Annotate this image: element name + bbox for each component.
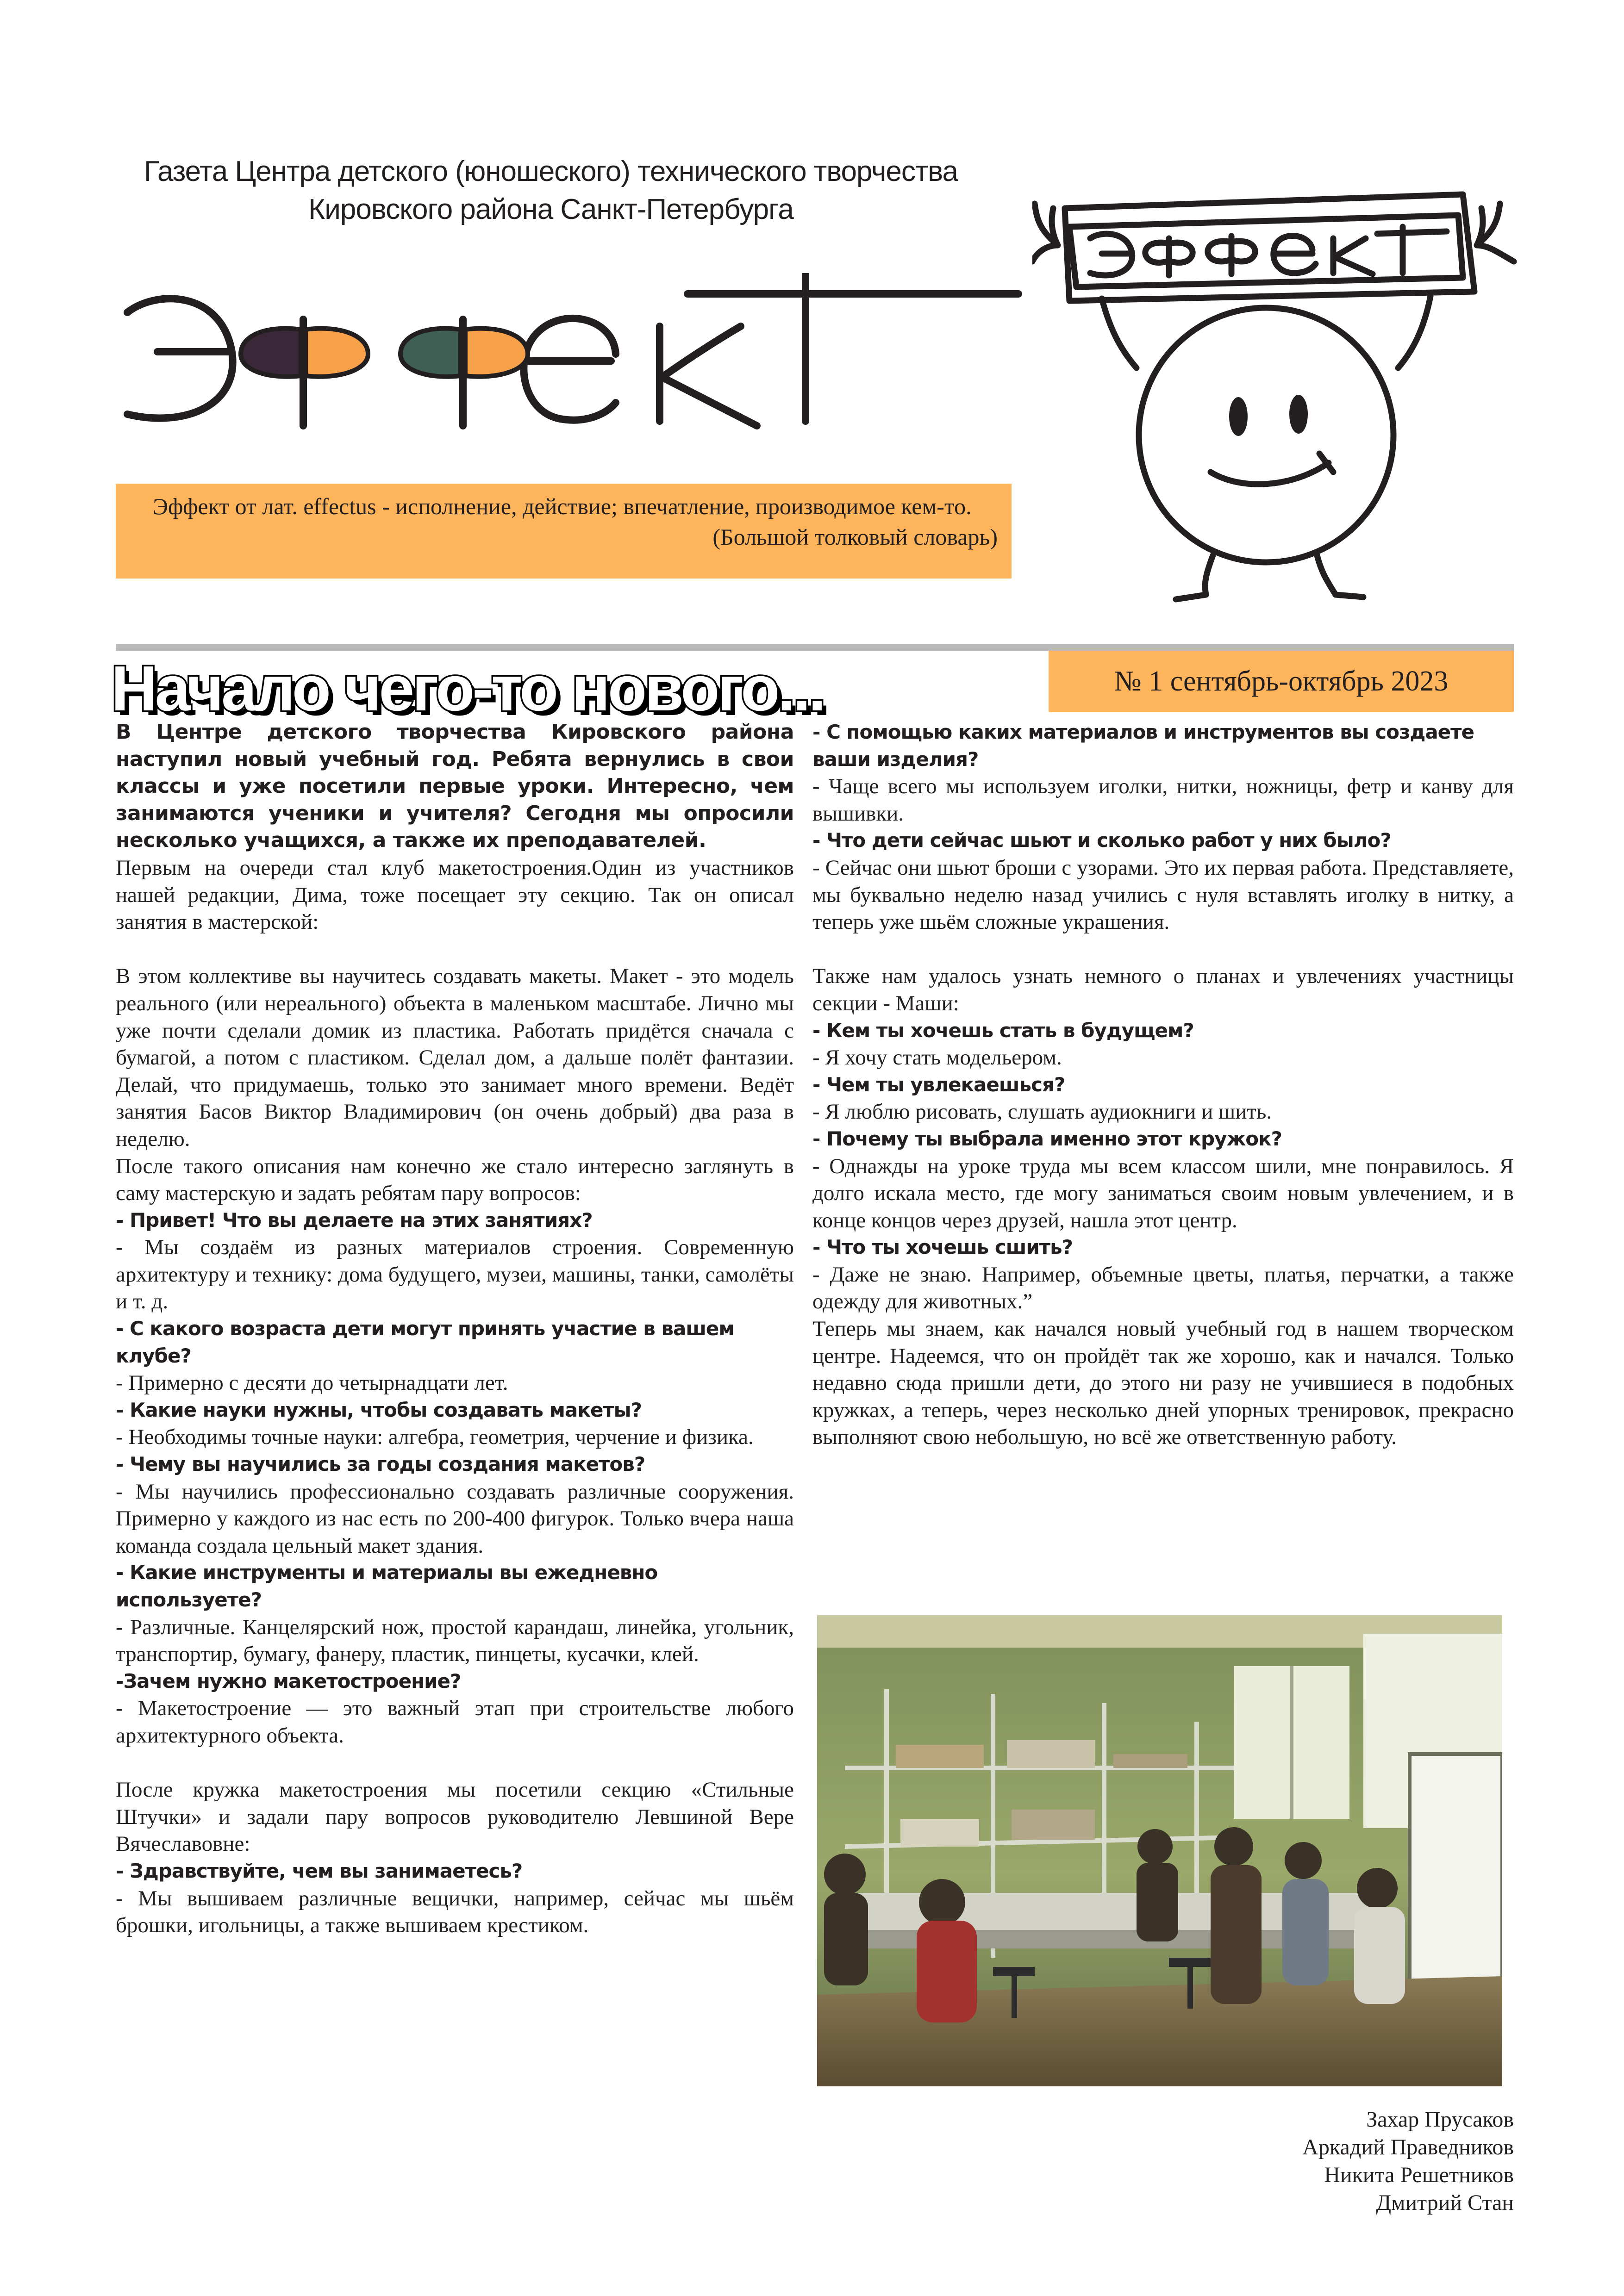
interview-question: -Зачем нужно макетостроение?	[116, 1669, 461, 1692]
effekt-logo	[116, 273, 1023, 477]
paragraph: Также нам удалось узнать немного о планах и увлечениях участницы секции - Маши:	[812, 964, 1514, 1015]
mascot-illustration	[1032, 176, 1518, 620]
author-name: Аркадий Праведников	[1302, 2135, 1514, 2159]
interview-question: - Привет! Что вы делаете на этих занятиях?	[116, 1208, 593, 1232]
subtitle-line-1: Газета Центра детского (юношеского) технического творчества	[144, 156, 958, 187]
interview-answer: - Чаще всего мы используем иголки, нитки, ножницы, фетр и канву для вышивки.	[812, 774, 1514, 826]
interview-question: - Что ты хочешь сшить?	[812, 1236, 1073, 1259]
interview-answer: - Макетостроение — это важный этап при строительстве любого архитектурного объекта.	[116, 1696, 794, 1748]
workshop-photo	[817, 1615, 1502, 2086]
paragraph: В этом коллективе вы научитесь создавать макеты. Макет - это модель реального (или нереального) объекта в маленьком масштабе. Лично мы уже почти сделали домик из пластика. Работать придётся сначала с бумагой, а потом с пластиком. Сделал дом, а дальше полёт фантазии. Делай, что придумаешь, только это занимает много времени. Ведёт занятия Басов Виктор Владимирович (он очень добрый) два раза в неделю.	[116, 964, 794, 1151]
interview-answer: - Я люблю рисовать, слушать аудиокниги и шить.	[812, 1100, 1272, 1124]
interview-question: - Какие науки нужны, чтобы создавать макеты?	[116, 1398, 642, 1421]
interview-question: - Кем ты хочешь стать в будущем?	[812, 1019, 1194, 1042]
paragraph: Первым на очереди стал клуб макетостроения.Один из участников нашей редакции, Дима, тоже посещает эту секцию. Так он описал занятия в мастерской:	[116, 855, 794, 934]
interview-answer: - Мы научились профессионально создавать различные сооружения. Примерно у каждого из нас есть по 200-400 фигурок. Только вчера наша команда создала цельный макет здания.	[116, 1479, 794, 1558]
lead-paragraph: В Центре детского творчества Кировского района наступил новый учебный год. Ребята вернулись в свои классы и уже посетили первые уроки. Интересно, чем занимаются ученики и учителя? Сегодня мы опросили несколько учащихся, а также их преподавателей.	[116, 720, 794, 852]
subtitle-line-2: Кировского района Санкт-Петербурга	[308, 193, 793, 225]
interview-answer: - Необходимы точные науки: алгебра, геометрия, черчение и физика.	[116, 1425, 754, 1450]
definition-box	[116, 484, 1012, 579]
interview-answer: - Мы создаём из разных материалов строения. Современную архитектуру и технику: дома будущего, музеи, машины, танки, самолёты и т. д.	[116, 1235, 794, 1314]
authors-list	[1065, 2106, 1514, 2217]
headline-divider	[116, 644, 1514, 651]
paragraph: Теперь мы знаем, как начался новый учебный год в нашем творческом центре. Надеемся, что он пройдёт так же хорошо, как и начался. Только недавно сюда пришли дети, до этого ни разу не учившиеся в подобных кружках, а теперь, через несколько дней упорных тренировок, прекрасно выполняют свою небольшую, но всё же ответственную работу.	[812, 1317, 1514, 1450]
newspaper-subtitle	[111, 153, 991, 229]
interview-question: - С какого возраста дети могут принять участие в вашем клубе?	[116, 1317, 734, 1367]
interview-question: - С помощью каких материалов и инструментов вы создаете ваши изделия?	[812, 721, 1474, 771]
interview-question: - Почему ты выбрала именно этот кружок?	[812, 1127, 1282, 1150]
interview-answer: - Сейчас они шьют броши с узорами. Это их первая работа. Представляете, мы буквально неделю назад учились с нуля вставлять иголку в нитку, а теперь уже шьём сложные украшения.	[812, 855, 1514, 934]
paragraph: После такого описания нам конечно же стало интересно заглянуть в саму мастерскую и задать ребятам пару вопросов:	[116, 1154, 794, 1206]
interview-question: - Чему вы научились за годы создания макетов?	[116, 1453, 645, 1476]
author-name: Захар Прусаков	[1366, 2107, 1514, 2132]
issue-number-box	[1049, 651, 1514, 712]
interview-answer: - Примерно с десяти до четырнадцати лет.	[116, 1371, 508, 1395]
interview-question: - Здравствуйте, чем вы занимаетесь?	[116, 1859, 523, 1882]
interview-answer: - Различные. Канцелярский нож, простой карандаш, линейка, угольник, транспортир, бумагу, фанеру, пластик, пинцеты, кусачки, клей.	[116, 1615, 794, 1667]
paragraph: После кружка макетостроения мы посетили секцию «Стильные Штучки» и задали пару вопросов руководителю Левшиной Вере Вячеславовне:	[116, 1778, 794, 1856]
author-name: Никита Решетников	[1324, 2163, 1514, 2187]
interview-answer: - Мы вышиваем различные вещички, например, сейчас мы шьём брошки, игольницы, а также вышиваем крестиком.	[116, 1886, 794, 1938]
interview-question: - Чем ты увлекаешься?	[812, 1073, 1065, 1096]
article-headline: Начало чего-то нового...	[111, 653, 824, 724]
interview-answer: - Я хочу стать модельером.	[812, 1045, 1062, 1070]
interview-answer: - Однажды на уроке труда мы всем классом шили, мне понравилось. Я долго искала место, где могу заниматься своим новым увлечением, и в конце концов через друзей, нашла этот центр.	[812, 1154, 1514, 1232]
definition-source: (Большой толковый словарь)	[712, 524, 998, 550]
author-name: Дмитрий Стан	[1376, 2190, 1514, 2215]
issue-number: № 1 сентябрь-октябрь 2023	[1114, 666, 1449, 697]
interview-answer: - Даже не знаю. Например, объемные цветы, платья, перчатки, а также одежду для животных.”	[812, 1262, 1514, 1314]
article-column-left	[116, 719, 794, 1939]
definition-text: Эффект от лат. effectus - исполнение, действие; впечатление, производимое кем-то.	[153, 493, 972, 519]
interview-question: - Какие инструменты и материалы вы ежедневно используете?	[116, 1561, 658, 1611]
interview-question: - Что дети сейчас шьют и сколько работ у них было?	[812, 829, 1391, 852]
article-column-right	[812, 719, 1514, 1451]
